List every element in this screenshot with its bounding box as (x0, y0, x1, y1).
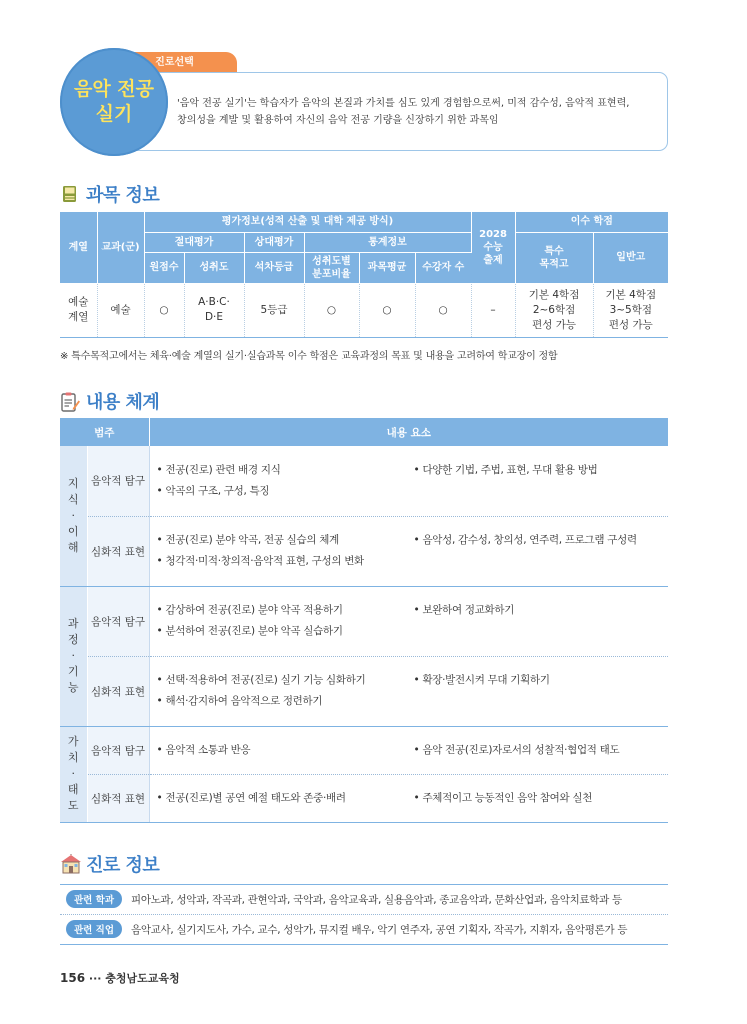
school-icon (60, 854, 80, 874)
publisher: 충청남도교육청 (105, 972, 180, 985)
content-elements (149, 446, 668, 516)
related-departments-label: 관련 학과 (66, 890, 122, 908)
related-departments-row (60, 885, 668, 913)
header-absolute: 절대평가 (144, 232, 244, 252)
cell-achievement: A·B·C· D·E (184, 283, 244, 337)
content-elements (149, 656, 668, 726)
subcategory-label: 음악적 탐구 (87, 446, 149, 516)
header-category: 범주 (60, 418, 149, 446)
course-description-box (128, 72, 668, 151)
footer-dots: ··· (88, 972, 102, 985)
footnote: ※ 특수목적고에서는 체육·예술 계열의 실기·실습과목 이수 학점은 교육과정의 목표 및 내용을 고려하여 학교장이 정함 (60, 351, 558, 362)
list-item: • 분석하여 전공(진로) 분야 악곡 실습하기 (157, 621, 414, 642)
subcategory-label: 심화적 표현 (87, 774, 149, 822)
subcategory-label: 심화적 표현 (87, 516, 149, 586)
content-row (60, 726, 668, 774)
career-info-heading (60, 851, 159, 877)
section-title: 과목 정보 (86, 185, 160, 206)
header-relative: 상대평가 (244, 232, 304, 252)
content-system-heading (60, 388, 159, 414)
header-elements: 내용 요소 (149, 418, 668, 446)
list-item: • 해석·감지하여 음악적으로 정련하기 (157, 691, 414, 712)
header-general: 일반고 (593, 232, 668, 283)
content-elements (149, 586, 668, 656)
content-elements (149, 774, 668, 822)
cell-general: 기본 4학점 3~5학점 편성 가능 (593, 283, 668, 337)
cell-course: 예술 (97, 283, 144, 337)
list-item: • 다양한 기법, 주법, 표현, 무대 활용 방법 (414, 460, 664, 481)
content-elements (149, 516, 668, 586)
list-item: • 악곡의 구조, 구성, 특징 (157, 481, 414, 502)
header-special: 특수 목적고 (515, 232, 593, 283)
subcategory-label: 심화적 표현 (87, 656, 149, 726)
cell-raw: ○ (144, 283, 184, 337)
course-type-tag: 진로선택 (112, 52, 237, 74)
list-item: • 주체적이고 능동적인 음악 참여와 실천 (414, 788, 664, 809)
cell-csat: – (471, 283, 515, 337)
category-skills: 과 정 · 기 능 (60, 586, 87, 726)
course-title-badge (60, 48, 168, 156)
list-item: • 음악성, 감수성, 창의성, 연주력, 프로그램 구성력 (414, 530, 664, 551)
book-icon (60, 184, 80, 204)
content-elements (149, 726, 668, 774)
header-csat: 2028 수능 출제 (471, 212, 515, 283)
related-departments-text: 피아노과, 성악과, 작곡과, 관현악과, 국악과, 음악교육과, 실용음악과, 종교음악과, 문화산업과, 음악치료학과 등 (131, 893, 622, 906)
header-course: 교과(군) (97, 212, 144, 283)
cell-rank: 5등급 (244, 283, 304, 337)
cell-special: 기본 4학점 2~6학점 편성 가능 (515, 283, 593, 337)
list-item: • 확장·발전시켜 무대 기획하기 (414, 670, 664, 691)
course-description: '음악 전공 실기'는 학습자가 음악의 본질과 가치를 심도 있게 경험함으로써, 미적 감수성, 음악적 표현력, 창의성을 계발 및 활용하여 자신의 음악 전공 기량을 신장하기 위한 과목임 (177, 98, 630, 126)
clipboard-pencil-icon (60, 391, 80, 411)
related-jobs-text: 음악교사, 실기지도사, 가수, 교수, 성악가, 뮤지컬 배우, 악기 연주자, 공연 기획자, 작곡가, 지휘자, 음악평론가 등 (131, 923, 628, 936)
header-dist: 성취도별 분포비율 (304, 252, 359, 283)
subject-info-heading (60, 181, 159, 207)
course-title-line1: 음악 전공 (73, 78, 155, 100)
header-stats: 통계정보 (304, 232, 471, 252)
category-knowledge: 지 식 · 이 해 (60, 446, 87, 586)
list-item: • 전공(진로)별 공연 예절 태도와 존중·배려 (157, 788, 414, 809)
list-item: • 전공(진로) 관련 배경 지식 (157, 460, 414, 481)
cell-dist: ○ (304, 283, 359, 337)
cell-mean: ○ (359, 283, 415, 337)
cell-count: ○ (415, 283, 471, 337)
subject-info-row (60, 283, 668, 337)
page-number: 156 (60, 971, 86, 985)
header-eval: 평가정보(성적 산출 및 대학 제공 방식) (144, 212, 471, 232)
header-achievement: 성취도 (184, 252, 244, 283)
content-row (60, 446, 668, 516)
content-system-table (60, 418, 668, 823)
related-jobs-row (60, 915, 668, 943)
cell-field: 예술 계열 (60, 283, 97, 337)
category-values: 가 치 · 태 도 (60, 726, 87, 822)
header-count: 수강자 수 (415, 252, 471, 283)
content-row (60, 516, 668, 586)
list-item: • 감상하여 전공(진로) 분야 악곡 적용하기 (157, 600, 414, 621)
header-credits: 이수 학점 (515, 212, 668, 232)
list-item: • 음악 전공(진로)자로서의 성찰적·협업적 태도 (414, 740, 664, 761)
related-jobs-label: 관련 직업 (66, 920, 122, 938)
course-title-line2: 실기 (95, 103, 133, 125)
subcategory-label: 음악적 탐구 (87, 726, 149, 774)
header-field: 계열 (60, 212, 97, 283)
header-mean: 과목평균 (359, 252, 415, 283)
content-row (60, 586, 668, 656)
content-row (60, 774, 668, 822)
divider (60, 944, 668, 945)
section-title: 진로 정보 (86, 855, 160, 876)
list-item: • 청각적·미적·창의적·음악적 표현, 구성의 변화 (157, 551, 414, 572)
section-title: 내용 체계 (86, 392, 160, 413)
list-item: • 선택·적용하여 전공(진로) 실기 기능 심화하기 (157, 670, 414, 691)
page-footer (60, 970, 180, 986)
list-item: • 보완하여 정교화하기 (414, 600, 664, 621)
subject-info-table (60, 212, 668, 338)
list-item: • 음악적 소통과 반응 (157, 740, 414, 761)
header-raw: 원점수 (144, 252, 184, 283)
subcategory-label: 음악적 탐구 (87, 586, 149, 656)
content-row (60, 656, 668, 726)
header-rank: 석차등급 (244, 252, 304, 283)
list-item: • 전공(진로) 분야 악곡, 전공 실습의 체계 (157, 530, 414, 551)
